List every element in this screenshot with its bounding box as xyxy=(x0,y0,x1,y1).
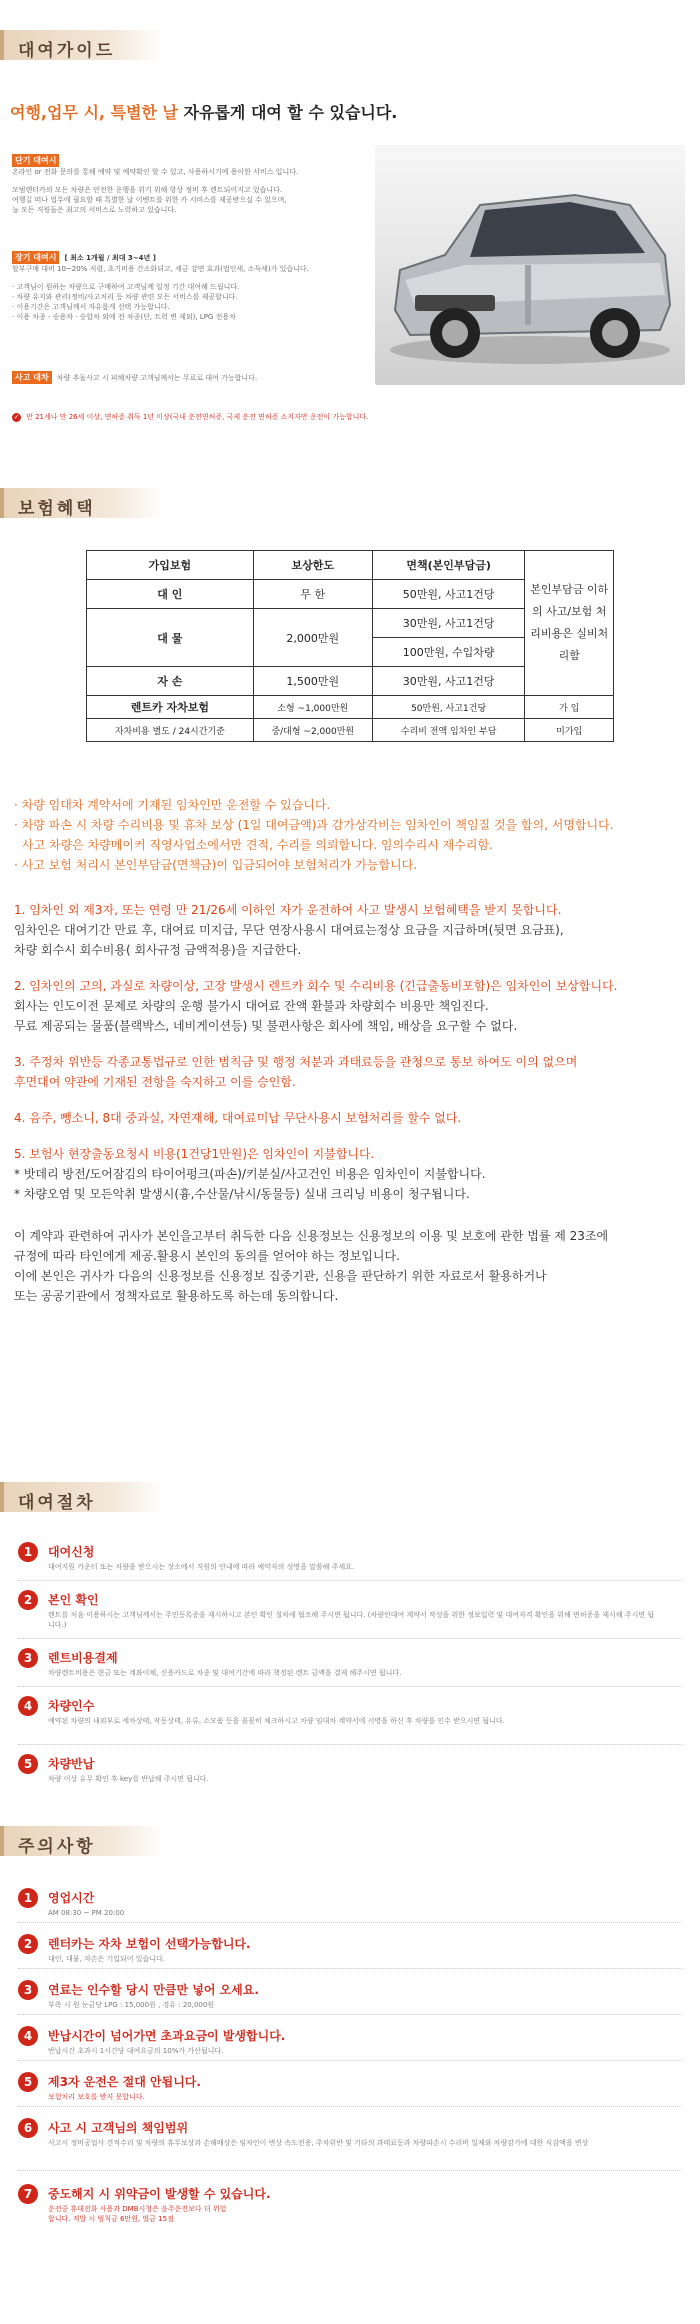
divider xyxy=(18,2170,682,2171)
step-number-badge: 1 xyxy=(18,1542,38,1562)
divider xyxy=(18,2106,682,2107)
item-number-badge: 7 xyxy=(18,2184,38,2204)
step-number-badge: 5 xyxy=(18,1754,38,1774)
table-header-row: 가입보험 보상한도 면책(본인부담금) 본인부담금 이하의 사고/보험 처리비용은 실비처리함 xyxy=(87,551,614,580)
deductible-note: 본인부담금 이하의 사고/보험 처리비용은 실비처리함 xyxy=(525,551,614,696)
short-term-block: 단기 대여시 온라인 or 전화 문의를 통해 예약 및 예약확인 할 수 있고, 사용하시기에 용이한 서비스 입니다. 모범렌터카의 모든 차량은 안전한 운행을 위기 위해 항상 정비 후 렌트되어지고 있습니다. 여행길 떠나 업무에 필요할 때 특별한 날 이벤트를 위한 카 서비스를 제공받으실 수 있으며, 늘 모든 직원들은 최고의 서비스로 노력하고 있습니다. xyxy=(12,156,299,214)
terms-list: 1. 임차인 외 제3자, 또는 연령 만 21/26세 이하인 자가 운전하여 사고 발생시 보험혜택을 받지 못합니다. 임차인은 대여기간 만료 후, 대여료 미지급, 무단 연장사용시 대여료는정상 요금을 지급하며(뒷면 요금표), 차량 회수시 회수비용( 회사규정 금액적용)을 지급한다. 2. 임차인의 고의, 과실로 차량이상, 고장 발생시 렌트카 회수 및 수리비용 (긴급출동비포함)은 임차인이 보상합니다. 회사는 인도이전 문제로 차량의 운행 불가시 대여료 잔액 환불과 차량회수 비용만 책임진다. 무료 제공되는 물품(블랙박스, 네비게이션등) 및 불편사항은 회사에 책임, 배상을 요구할 수 없다. 3. 주정차 위반등 각종교통법규로 인한 범칙금 및 행정 처분과 과태료등을 관청으로 통보 하여도 이의 없으며 후면대여 약관에 기재된 전항을 숙지하고 이를 승인함. 4. 음주, 뺑소니, 8대 중과실, 자연재해, 대여료미납 무단사용시 보험처리를 할수 없다. 5. 보험사 현장출동요청시 비용(1건당1만원)은 임차인이 지불합니다. * 밧데리 방전/도어잠김의 타이어펑크(파손)/키분실/사고건인 비용은 임차인이 지불합니다. * 차량오염 및 모든악취 발생시(흉,수산물/낚시/동물등) 실내 크리닝 비용이 청구됩니다. 이 계약과 관련하여 귀사가 본인을고부터 취득한 다음 신용정보는 신용정보의 이용 및 보호에 관한 법률 제 23조에 규정에 따라 타인에게 제공.활용시 본인의 동의를 얻어야 하는 정보입니다. 이에 본인은 귀사가 다음의 신용정보를 신용정보 집중기관, 신용을 판단하기 위한 자료로서 활용하거나 또는 공공기관에서 정책자료로 활용하도록 하는데 동의합니다. xyxy=(14,903,618,1303)
item-number-badge: 5 xyxy=(18,2072,38,2092)
accident-tag: 사고 대차 xyxy=(12,371,52,384)
long-term-tag: 장기 대여시 xyxy=(12,251,59,264)
short-term-tag: 단기 대여시 xyxy=(12,154,59,167)
divider xyxy=(18,1968,682,1969)
section-tab-caution xyxy=(0,1826,164,1856)
table-row: 대 물 2,000만원 30만원, 사고1건당 xyxy=(87,609,614,638)
long-term-block: 장기 대여시 [ 최소 1개월 / 최대 3~4년 ] 할부구매 대비 10~20% 저렴, 초기비용 간소화되고, 세금 감면 효과(법인세, 소득세)가 있습니다. · 고객님이 원하는 차량으로 구매하여 고객님께 일정 기간 대여해 드립니다. · 차량 유지와 관리(정비/사고처리 등 차량 관련 모든 서비스를 제공합니다. · 이용기간은 고객님께서 자유롭게 선택 가능합니다. · 이용 차종 - 승용차 · 승합차 외에 전 차종(단, 트럭 변 제외), LPG 전용차 xyxy=(12,253,309,321)
section-tab-rental-guide xyxy=(0,30,164,60)
item-number-badge: 2 xyxy=(18,1934,38,1954)
accident-car-block: 사고 대차 차량 추돌사고 시 피해차량 고객님께서는 무료로 대여 가능합니다. xyxy=(12,365,362,384)
age-notice: ✓ 만 21세나 만 26세 이상, 면허증 취득 1년 이상(국내 운전면허증, 국제 운전 면허증 소지자만 운전이 가능합니다. xyxy=(13,413,369,421)
guide-headline: 여행,업무 시, 특별한 날 자유롭게 대여 할 수 있습니다. xyxy=(10,103,398,122)
table-row: 100만원, 수입차량 xyxy=(87,638,614,667)
table-row: 대 인 무 한 50만원, 사고1건당 xyxy=(87,580,614,609)
table-row: 렌트카 자차보험 소형 ~1,000만원 50만원, 사고1건당 가 입 xyxy=(87,696,614,719)
section-tab-insurance xyxy=(0,488,164,518)
section-title: 대여절차 xyxy=(18,1493,96,1513)
step-number-badge: 2 xyxy=(18,1590,38,1610)
item-number-badge: 6 xyxy=(18,2118,38,2138)
item-number-badge: 1 xyxy=(18,1888,38,1908)
table-row: 자 손 1,500만원 30만원, 사고1건당 xyxy=(87,667,614,696)
divider xyxy=(18,2014,682,2015)
insurance-table xyxy=(86,550,614,742)
section-title: 주의사항 xyxy=(18,1837,96,1857)
step-number-badge: 4 xyxy=(18,1696,38,1716)
step-number-badge: 3 xyxy=(18,1648,38,1668)
table-row: 자차비용 별도 / 24시간기준 중/대형 ~2,000만원 수리비 전액 임차인 부담 미가입 xyxy=(87,719,614,742)
section-tab-procedure xyxy=(0,1482,164,1512)
item-number-badge: 4 xyxy=(18,2026,38,2046)
divider xyxy=(18,1580,682,1581)
divider xyxy=(18,1922,682,1923)
divider xyxy=(18,1638,682,1639)
orange-notice-list: · 차량 임대차 계약서에 기재된 임차인만 운전할 수 있습니다. · 차량 파손 시 차량 수리비용 및 휴차 보상 (1일 대여금액)과 감가상각비는 임차인이 책임질 것을 합의, 서명합니다. 사고 차량은 차량메이커 직영사업소에서만 견적, 수리를 의뢰합니다. 임의수리시 재수리함. · 사고 보험 처리시 본인부담금(면책금)이 입금되어야 보험처리가 가능합니다. xyxy=(14,798,614,872)
section-title: 대여가이드 xyxy=(18,41,116,61)
divider xyxy=(18,2060,682,2061)
divider xyxy=(18,1686,682,1687)
check-icon: ✓ xyxy=(13,413,20,421)
section-title: 보험혜택 xyxy=(18,499,96,519)
divider xyxy=(18,1744,682,1745)
suv-car-image xyxy=(375,145,685,385)
item-number-badge: 3 xyxy=(18,1980,38,2000)
